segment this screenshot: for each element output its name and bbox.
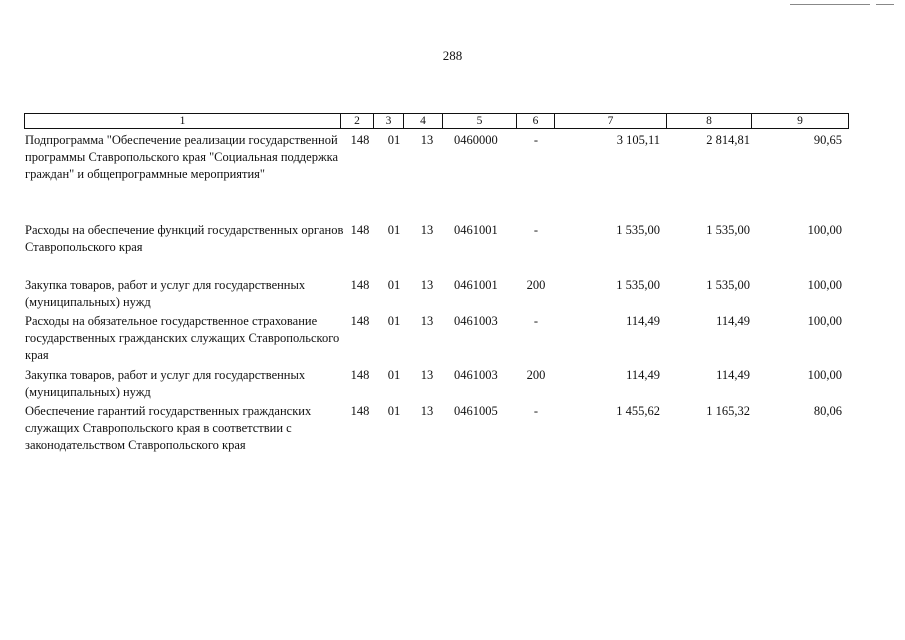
row-plan: 1 455,62 xyxy=(616,404,660,418)
row-rz: 01 xyxy=(387,404,401,418)
header-col-6: 6 xyxy=(516,113,554,129)
row-percent: 100,00 xyxy=(807,368,842,382)
scan-edge-line xyxy=(790,4,870,5)
row-percent: 100,00 xyxy=(807,223,842,237)
header-col-8: 8 xyxy=(666,113,751,129)
row-plan: 1 535,00 xyxy=(616,278,660,292)
scan-edge-line xyxy=(876,4,894,5)
row-name: Закупка товаров, работ и услуг для государственных (муниципальных) нужд xyxy=(25,278,306,309)
row-vr: 200 xyxy=(526,368,546,382)
row-ved: 148 xyxy=(350,314,370,328)
row-rz: 01 xyxy=(387,133,401,147)
row-pr: 13 xyxy=(420,223,434,237)
header-col-4: 4 xyxy=(403,113,442,129)
row-percent: 90,65 xyxy=(813,133,842,147)
row-pr: 13 xyxy=(420,314,434,328)
row-percent: 100,00 xyxy=(807,314,842,328)
row-rz: 01 xyxy=(387,278,401,292)
row-name: Расходы на обязательное государственное страхование государственных гражданских служащих Ставропольского края xyxy=(25,314,340,362)
row-plan: 114,49 xyxy=(626,368,660,382)
row-ved: 148 xyxy=(350,278,370,292)
row-percent: 100,00 xyxy=(807,278,842,292)
header-col-2: 2 xyxy=(340,113,373,129)
row-pr: 13 xyxy=(420,368,434,382)
row-ved: 148 xyxy=(350,404,370,418)
row-fact: 1 535,00 xyxy=(706,278,750,292)
row-rz: 01 xyxy=(387,314,401,328)
page-number: 288 xyxy=(442,48,463,63)
row-csr: 0460000 xyxy=(454,133,498,147)
row-percent: 80,06 xyxy=(813,404,842,418)
row-vr: - xyxy=(533,133,539,147)
row-name: Расходы на обеспечение функций государственных органов Ставропольского края xyxy=(25,223,344,254)
row-vr: - xyxy=(533,404,539,418)
row-fact: 114,49 xyxy=(716,314,750,328)
row-fact: 1 535,00 xyxy=(706,223,750,237)
row-ved: 148 xyxy=(350,223,370,237)
header-col-7: 7 xyxy=(554,113,666,129)
row-plan: 1 535,00 xyxy=(616,223,660,237)
row-ved: 148 xyxy=(350,368,370,382)
row-csr: 0461003 xyxy=(454,314,498,328)
header-col-3: 3 xyxy=(373,113,403,129)
row-rz: 01 xyxy=(387,223,401,237)
row-rz: 01 xyxy=(387,368,401,382)
header-col-5: 5 xyxy=(442,113,516,129)
row-csr: 0461001 xyxy=(454,223,498,237)
row-csr: 0461003 xyxy=(454,368,498,382)
row-fact: 1 165,32 xyxy=(706,404,750,418)
row-ved: 148 xyxy=(350,133,370,147)
row-pr: 13 xyxy=(420,133,434,147)
table-header xyxy=(24,113,848,129)
row-fact: 2 814,81 xyxy=(706,133,750,147)
row-fact: 114,49 xyxy=(716,368,750,382)
row-csr: 0461005 xyxy=(454,404,498,418)
row-name: Обеспечение гарантий государственных гражданских служащих Ставропольского края в соответствии с законодательством Ставропольского края xyxy=(25,404,312,452)
header-col-9: 9 xyxy=(751,113,849,129)
row-vr: - xyxy=(533,314,539,328)
row-plan: 114,49 xyxy=(626,314,660,328)
row-name: Закупка товаров, работ и услуг для государственных (муниципальных) нужд xyxy=(25,368,306,399)
row-pr: 13 xyxy=(420,404,434,418)
row-pr: 13 xyxy=(420,278,434,292)
row-name: Подпрограмма "Обеспечение реализации государственной программы Ставропольского края "Социальная поддержка граждан" и общепрограммные мероприятия" xyxy=(25,133,339,181)
row-plan: 3 105,11 xyxy=(616,133,660,147)
row-vr: 200 xyxy=(526,278,546,292)
row-vr: - xyxy=(533,223,539,237)
row-csr: 0461001 xyxy=(454,278,498,292)
header-col-1: 1 xyxy=(24,113,340,129)
